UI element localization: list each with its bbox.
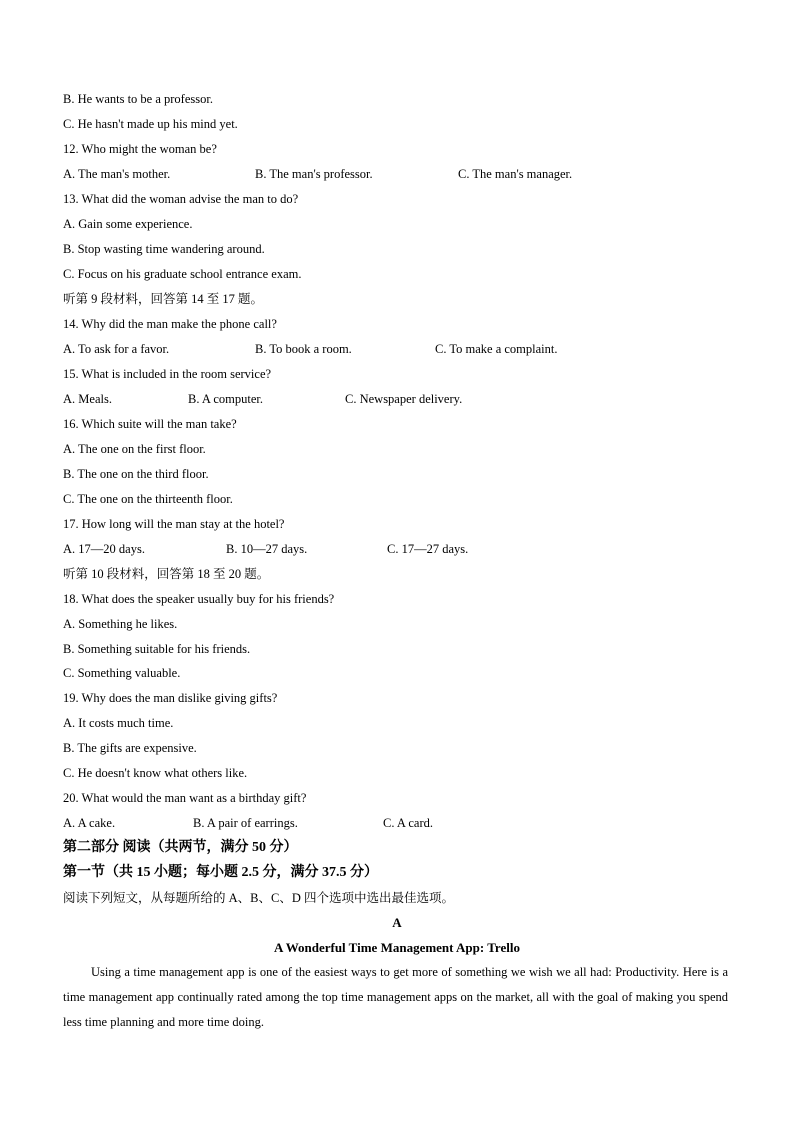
q20-option-c: C. A card. xyxy=(383,816,433,830)
q14-option-a: A. To ask for a favor. xyxy=(63,342,170,356)
passage-title: A Wonderful Time Management App: Trello xyxy=(274,940,520,955)
q13-option-a: A. Gain some experience. xyxy=(63,217,193,231)
q15-option-b: B. A computer. xyxy=(188,392,263,406)
q18-option-a: A. Something he likes. xyxy=(63,617,178,631)
q15-option-a: A. Meals. xyxy=(63,392,112,406)
q18-option-b: B. Something suitable for his friends. xyxy=(63,642,251,656)
q11-option-c: C. He hasn't made up his mind yet. xyxy=(63,117,238,131)
q19-stem: 19. Why does the man dislike giving gifts? xyxy=(63,691,278,705)
q12-option-b: B. The man's professor. xyxy=(255,167,373,181)
q11-option-b: B. He wants to be a professor. xyxy=(63,92,213,106)
q16-option-b: B. The one on the third floor. xyxy=(63,467,209,481)
q19-option-b: B. The gifts are expensive. xyxy=(63,741,197,755)
q13-option-c: C. Focus on his graduate school entrance exam. xyxy=(63,267,302,281)
part-two-heading: 第二部分 阅读（共两节，满分 50 分） xyxy=(63,840,298,855)
q13-stem: 13. What did the woman advise the man to do? xyxy=(63,192,299,206)
reading-instruction: 阅读下列短文，从每题所给的 A、B、C、D 四个选项中选出最佳选项。 xyxy=(63,891,454,905)
q17-option-b: B. 10—27 days. xyxy=(226,542,308,556)
q19-option-c: C. He doesn't know what others like. xyxy=(63,766,248,780)
q14-option-c: C. To make a complaint. xyxy=(435,342,558,356)
q16-option-a: A. The one on the first floor. xyxy=(63,442,206,456)
q12-stem: 12. Who might the woman be? xyxy=(63,142,217,156)
q18-option-c: C. Something valuable. xyxy=(63,666,181,680)
q15-option-c: C. Newspaper delivery. xyxy=(345,392,463,406)
q20-option-a: A. A cake. xyxy=(63,816,116,830)
q14-stem: 14. Why did the man make the phone call? xyxy=(63,317,277,331)
q18-stem: 18. What does the speaker usually buy for his friends? xyxy=(63,592,335,606)
q14-option-b: B. To book a room. xyxy=(255,342,352,356)
q12-option-c: C. The man's manager. xyxy=(458,167,573,181)
q15-stem: 15. What is included in the room service? xyxy=(63,367,272,381)
passage-letter: A xyxy=(392,915,402,930)
material-9-instruction: 听第 9 段材料，回答第 14 至 17 题。 xyxy=(63,292,264,306)
section-one-heading: 第一节（共 15 小题；每小题 2.5 分，满分 37.5 分） xyxy=(63,865,378,880)
q16-stem: 16. Which suite will the man take? xyxy=(63,417,237,431)
q20-option-b: B. A pair of earrings. xyxy=(193,816,298,830)
q19-option-a: A. It costs much time. xyxy=(63,716,174,730)
q17-option-c: C. 17—27 days. xyxy=(387,542,469,556)
material-10-instruction: 听第 10 段材料，回答第 18 至 20 题。 xyxy=(63,567,270,581)
q13-option-b: B. Stop wasting time wandering around. xyxy=(63,242,265,256)
q20-stem: 20. What would the man want as a birthday gift? xyxy=(63,791,307,805)
q17-option-a: A. 17—20 days. xyxy=(63,542,145,556)
passage-paragraph-1: Using a time management app is one of the easiest ways to get more of something we wish we all had: Productivity. Here is a time management app continually rated among the top time management apps on the market, all with the goal of making you spend less time planning and more time doing. xyxy=(63,965,728,1029)
q12-option-a: A. The man's mother. xyxy=(63,167,171,181)
q17-stem: 17. How long will the man stay at the hotel? xyxy=(63,517,285,531)
q16-option-c: C. The one on the thirteenth floor. xyxy=(63,492,233,506)
